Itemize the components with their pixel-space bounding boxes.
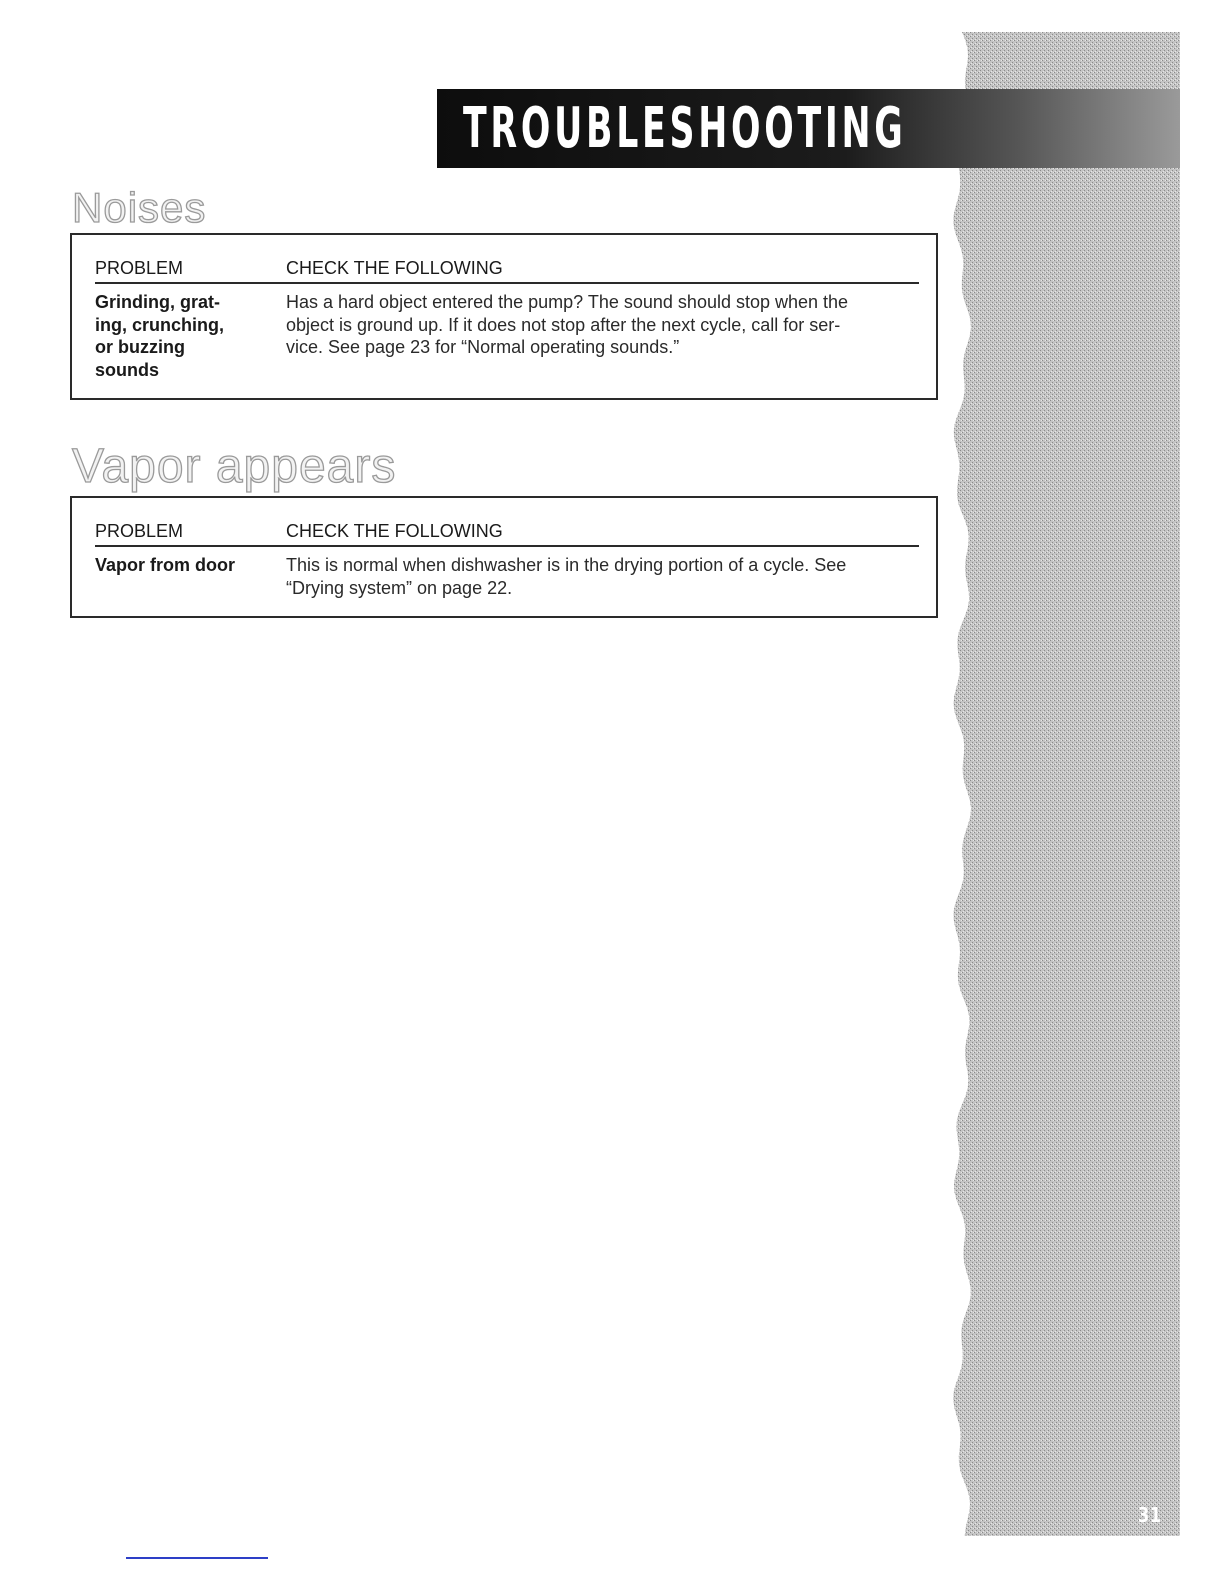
vapor-table (70, 496, 938, 618)
page-number: 31 (1138, 1503, 1162, 1527)
solution-cell: Has a hard object entered the pump? The sound should stop when the object is ground up. If it does not stop after the next cycle, call for ser- vice. See page 23 for “Normal operating sounds.” (286, 292, 849, 357)
header-divider (95, 545, 919, 547)
check-column-header: CHECK THE FOLLOWING (286, 521, 503, 541)
problem-column-header: PROBLEM (95, 521, 184, 541)
problem-cell: Grinding, grat- ing, crunching, or buzzing sounds (95, 292, 224, 380)
page-title: TROUBLESHOOTING (463, 96, 907, 161)
noises-table (70, 233, 938, 400)
problem-cell: Vapor from door (95, 555, 236, 575)
footer-rule (126, 1557, 268, 1559)
problem-column-header: PROBLEM (95, 258, 184, 278)
noises-heading: Noises (72, 184, 207, 231)
vapor-appears-heading: Vapor appears (72, 440, 397, 493)
header-divider (95, 282, 919, 284)
decorative-side-band (950, 32, 1180, 1536)
wavy-edge-graphic (950, 32, 1180, 1536)
check-column-header: CHECK THE FOLLOWING (286, 258, 503, 278)
solution-cell: This is normal when dishwasher is in the drying portion of a cycle. See “Drying system” on page 22. (286, 555, 847, 598)
